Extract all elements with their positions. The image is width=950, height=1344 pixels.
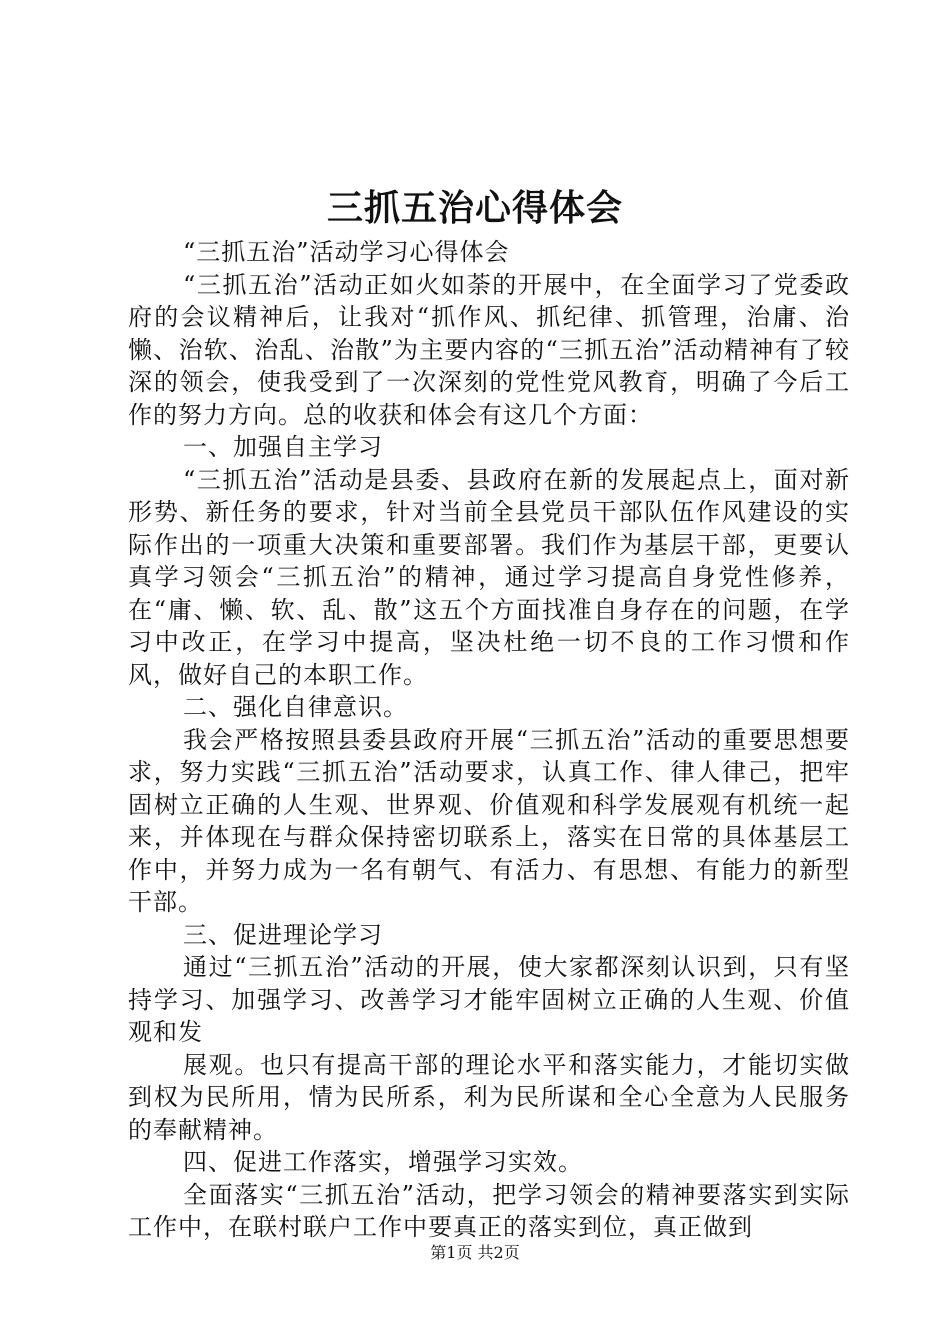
document-title: 三抓五治心得体会 <box>326 187 623 229</box>
paragraph-subtitle: “三抓五治”活动学习心得体会 <box>183 238 510 266</box>
paragraph-section-4: 全面落实“三抓五治”活动，把学习领会的精神要落实到实际工作中，在联村联户工作中要真正的落实到位，真正做到 <box>128 1180 850 1241</box>
paragraph-section-2: 我会严格按照县委县政府开展“三抓五治”活动的重要思想要求，努力实践“三抓五治”活动要求，认真工作、律人律己，把牢固树立正确的人生观、世界观、价值观和科学发展观有机统一起来，并体现在与群众保持密切联系上，落实在日常的具体基层工作中，并努力成为一名有朝气、有活力、有思想、有能力的新型干部。 <box>128 725 850 916</box>
paragraph-intro: “三抓五治”活动正如火如荼的开展中，在全面学习了党委政府的会议精神后，让我对“抓作风、抓纪律、抓管理，治庸、治懒、治软、治乱、治散”为主要内容的“三抓五治”活动精神有了较深的领会，使我受到了一次深刻的党性党风教育，明确了今后工作的努力方向。总的收获和体会有这几个方面： <box>128 270 850 429</box>
section-heading-4: 四、促进工作落实，增强学习实效。 <box>183 1148 583 1176</box>
section-heading-1: 一、加强自主学习 <box>183 433 383 461</box>
paragraph-section-3b: 展观。也只有提高干部的理论水平和落实能力，才能切实做到权为民所用，情为民所系，利为民所谋和全心全意为人民服务的奉献精神。 <box>128 1050 850 1144</box>
paragraph-section-1: “三抓五治”活动是县委、县政府在新的发展起点上，面对新形势、新任务的要求，针对当前全县党员干部队伍作风建设的实际作出的一项重大决策和重要部署。我们作为基层干部，更要认真学习领会“三抓五治”的精神，通过学习提高自身党性修养，在“庸、懒、软、乱、散”这五个方面找准自身存在的问题，在学习中改正，在学习中提高，坚决杜绝一切不良的工作习惯和作风，做好自己的本职工作。 <box>128 465 850 689</box>
section-heading-2: 二、强化自律意识。 <box>183 693 408 721</box>
section-heading-3: 三、促进理论学习 <box>183 920 383 949</box>
page-number-footer: 第1页 共2页 <box>430 1243 520 1262</box>
document-body <box>128 236 850 1244</box>
paragraph-section-3a: 通过“三抓五治”活动的开展，使大家都深刻认识到，只有坚持学习、加强学习、改善学习才能牢固树立正确的人生观、价值观和发 <box>128 953 850 1046</box>
